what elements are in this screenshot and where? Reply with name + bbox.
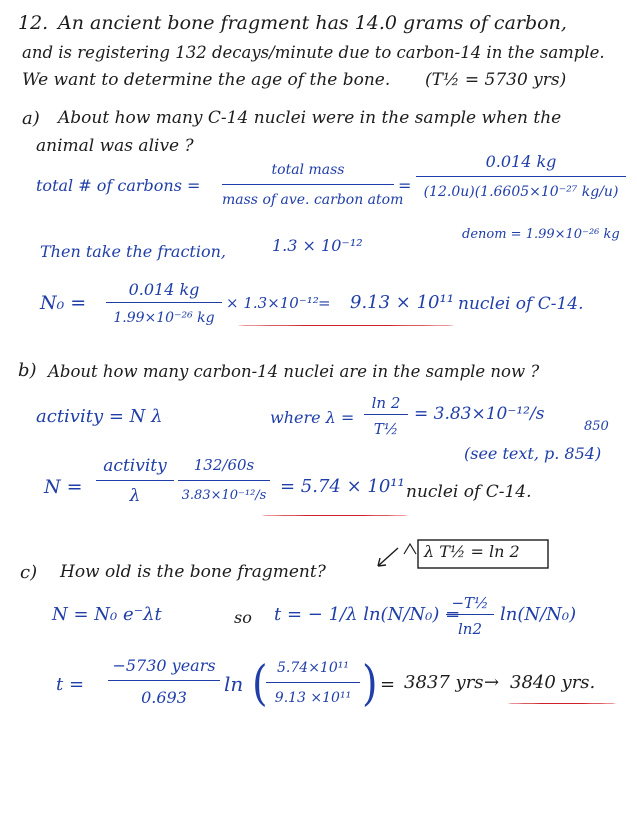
mass-value-denominator: (12.0u)(1.6605×10⁻²⁷ kg/u) xyxy=(423,184,619,200)
years-numerator: −5730 years xyxy=(112,656,216,675)
n0-multiplier: × 1.3×10⁻¹² xyxy=(226,294,319,312)
problem-line-3: We want to determine the age of the bone. xyxy=(22,70,391,90)
years-over-constant-fraction xyxy=(108,652,220,712)
right-paren: ) xyxy=(362,656,378,712)
part-a-question-line-1: About how many C-14 nuclei were in the sample when the xyxy=(58,108,562,128)
constant-denominator: 0.693 xyxy=(141,688,187,707)
arrow-icon: → xyxy=(484,672,500,693)
part-b-label: b) xyxy=(18,360,37,381)
t-label: t = xyxy=(56,674,85,695)
current-nuclei-numerator: 5.74×10¹¹ xyxy=(277,660,349,676)
rate-numerator: 132/60s xyxy=(193,456,255,474)
n0-label: N₀ = xyxy=(40,292,87,314)
n0-units: nuclei of C-14. xyxy=(458,294,584,314)
left-paren: ( xyxy=(252,656,268,712)
lambda-numerator: ln 2 xyxy=(371,394,401,412)
t-equation: t = − 1/λ ln(N/N₀) = xyxy=(274,604,461,625)
problem-line-2: and is registering 132 decays/minute due to carbon-14 in the sample. xyxy=(22,43,605,62)
nuclei-ratio-fraction xyxy=(266,656,360,712)
log-ratio: ln(N/N₀) xyxy=(500,604,577,625)
denominator-note: denom = 1.99×10⁻²⁶ kg xyxy=(462,227,620,242)
rounded-age-result: 3840 yrs. xyxy=(510,672,596,693)
mass-value-numerator: 0.014 kg xyxy=(485,152,557,171)
n-result: = 5.74 × 10¹¹ xyxy=(280,476,405,497)
see-text-reference: (see text, p. 854) xyxy=(464,444,602,463)
raw-age-result: 3837 yrs xyxy=(404,672,484,693)
n-label: N = xyxy=(44,476,83,498)
n0-numerator: 0.014 kg xyxy=(128,280,200,299)
fraction-bar xyxy=(108,680,220,681)
part-c-question: How old is the bone fragment? xyxy=(60,562,326,582)
half-life-over-ln2-fraction xyxy=(444,590,496,640)
fraction-text: Then take the fraction, xyxy=(40,242,226,261)
lambda-value: = 3.83×10⁻¹²/s xyxy=(414,404,545,424)
n0-denominator: 1.99×10⁻²⁶ kg xyxy=(113,310,215,326)
total-carbons-label: total # of carbons = xyxy=(36,176,201,195)
part-c-label: c) xyxy=(20,562,38,583)
page-correction: 850 xyxy=(584,419,609,434)
part-a-label: a) xyxy=(22,108,40,129)
mass-average-denominator: mass of ave. carbon atom xyxy=(222,192,404,208)
lambda-value-denominator: 3.83×10⁻¹²/s xyxy=(181,488,267,503)
activity-numerator: activity xyxy=(103,456,167,476)
boxed-identity: λ T½ = ln 2 xyxy=(424,542,520,561)
hint-arrow-icon xyxy=(378,548,398,566)
part-b-question: About how many carbon-14 nuclei are in the sample now ? xyxy=(48,362,540,381)
half-life-numerator: −T½ xyxy=(451,594,489,612)
fraction-bar xyxy=(446,614,494,615)
lambda-denominator: T½ xyxy=(373,420,399,438)
box-corner-icon xyxy=(404,544,416,554)
equals-sign: = xyxy=(380,674,396,695)
ln2-denominator: ln2 xyxy=(457,620,482,638)
age-result-underline xyxy=(508,703,616,704)
problem-line-1: An ancient bone fragment has 14.0 grams of carbon, xyxy=(58,12,567,34)
fraction-bar xyxy=(266,682,360,683)
fraction-value: 1.3 × 10⁻¹² xyxy=(272,236,363,255)
equals-sign: = xyxy=(398,176,412,195)
equals-sign: = xyxy=(318,294,331,312)
so-label: so xyxy=(234,608,252,627)
where-label: where λ = xyxy=(270,408,355,427)
lambda-denominator: λ xyxy=(129,486,141,506)
decay-equation: N = N₀ e⁻λt xyxy=(52,604,162,625)
half-life-note: (T½ = 5730 yrs) xyxy=(425,70,567,90)
part-a-question-line-2: animal was alive ? xyxy=(36,136,194,156)
activity-equation: activity = N λ xyxy=(36,406,163,427)
initial-nuclei-denominator: 9.13 ×10¹¹ xyxy=(274,690,352,706)
total-mass-numerator: total mass xyxy=(271,162,345,178)
n0-result: 9.13 × 10¹¹ xyxy=(350,292,454,313)
ln-symbol: ln xyxy=(224,672,244,696)
problem-number: 12. xyxy=(18,12,49,34)
n-units: nuclei of C-14. xyxy=(406,482,532,502)
